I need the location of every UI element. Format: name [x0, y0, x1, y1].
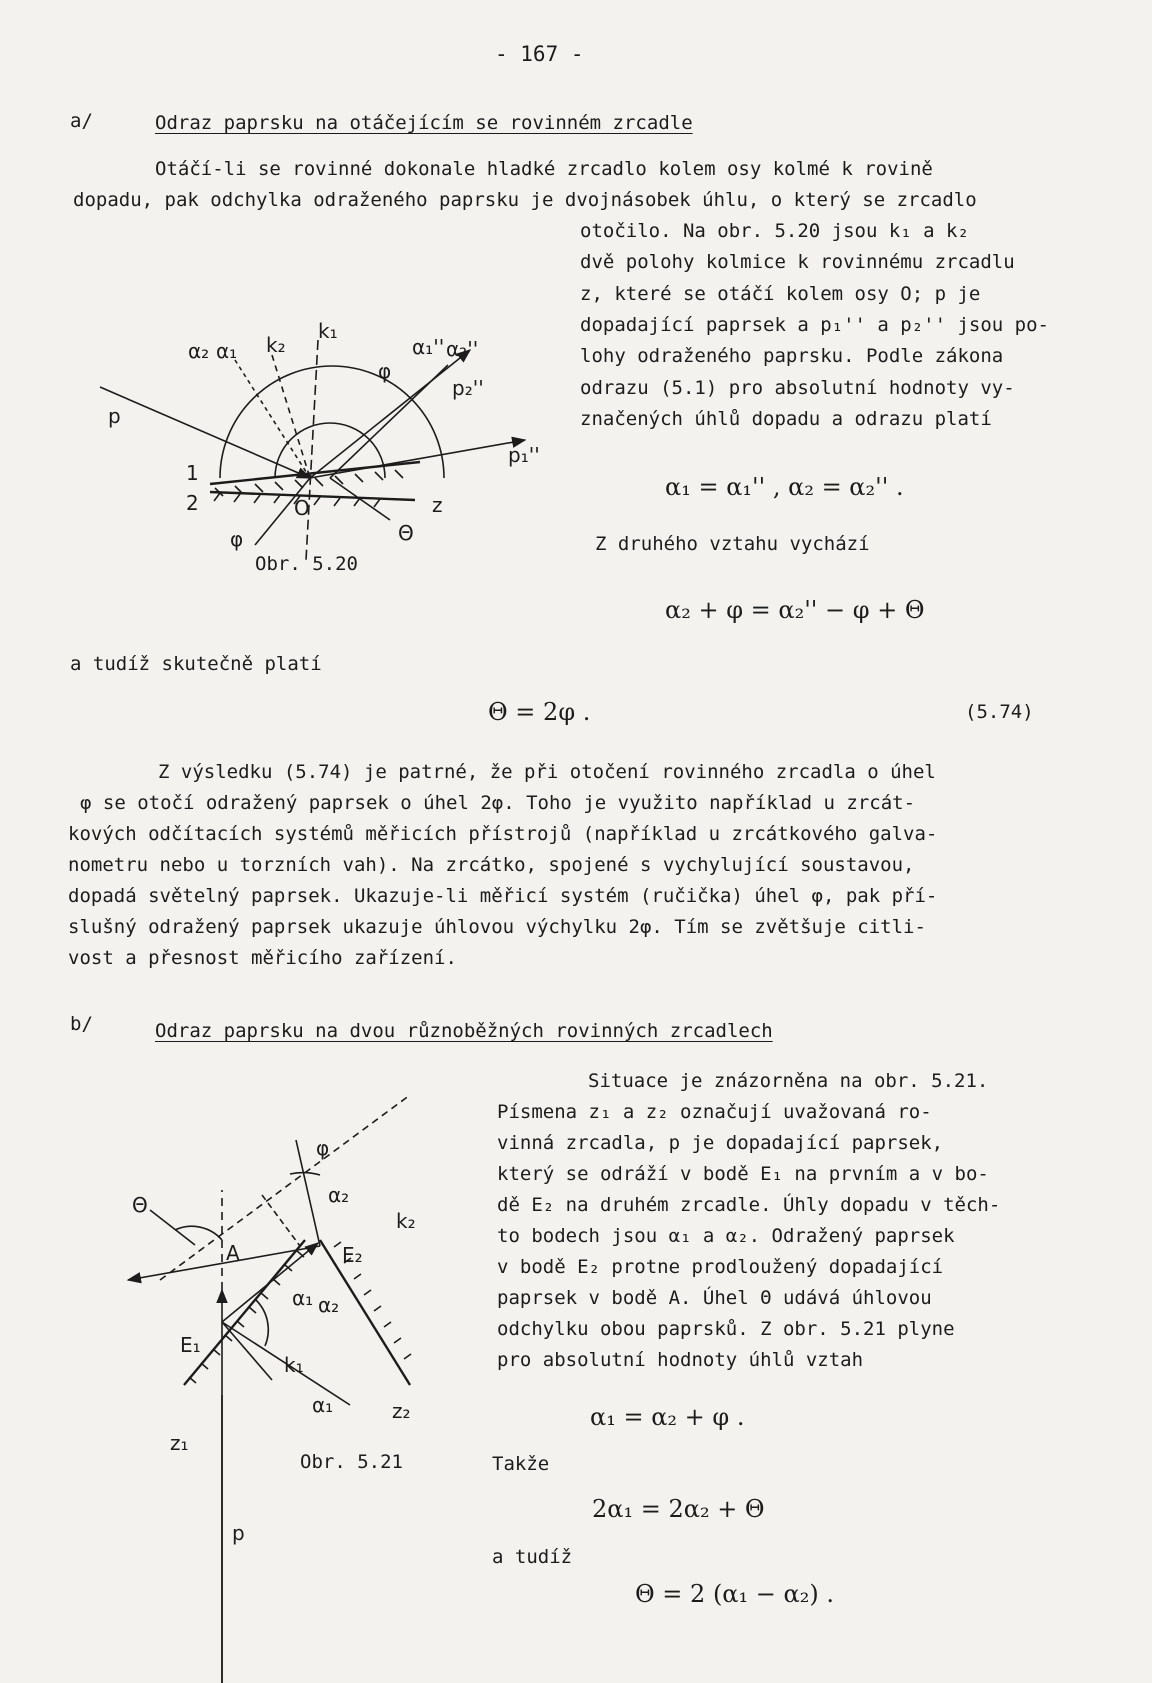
section-b-line-2: Písmena z₁ a z₂ označují uvažovaná ro- — [497, 1101, 932, 1123]
section-b-equation-3: Θ = 2 (α₁ − α₂) . — [635, 1580, 834, 1608]
arc-alpha1-low — [256, 1300, 268, 1346]
arc-theta — [175, 1226, 222, 1240]
fig21-label-E2: E₂ — [342, 1243, 363, 1267]
angle-line-alpha — [235, 360, 310, 478]
section-b-line-3: vinná zrcadla, p je dopadající paprsek, — [497, 1132, 944, 1154]
section-a-para-1: Z výsledku (5.74) je patrné, že při otočení rovinného zrcadla o úhel — [158, 761, 936, 783]
section-b-line-4: který se odráží v bodě E₁ na prvním a v bo- — [497, 1163, 989, 1185]
section-b-hence: a tudíž — [492, 1546, 573, 1568]
fig20-label-k2: k₂ — [266, 333, 286, 357]
section-b-title: Odraz paprsku na dvou různoběžných rovinných zrcadlech — [155, 1020, 773, 1042]
section-a-marker: a/ — [70, 110, 93, 132]
section-a-line-4: dvě polohy kolmice k rovinnému zrcadlu — [580, 251, 1015, 273]
section-a-line-9: značených úhlů dopadu a odrazu platí — [580, 408, 992, 430]
section-b-line-9: odchylku obou paprsků. Z obr. 5.21 plyne — [497, 1318, 955, 1340]
section-a-equation-1: α₁ = α₁'' , α₂ = α₂'' . — [665, 473, 904, 501]
section-a-equation-3-number: (5.74) — [965, 701, 1034, 723]
section-a-line-2: dopadu, pak odchylka odraženého paprsku je dvojnásobek úhlu, o který se zrcadlo — [73, 189, 977, 211]
section-a-para-2: φ se otočí odražený paprsek o úhel 2φ. Toho je využito například u zrcát- — [80, 792, 916, 814]
line-phi-dash — [262, 1195, 300, 1246]
section-b-line-7: v bodě E₂ protne prodloužený dopadající — [497, 1256, 944, 1278]
section-a-line-5: z, které se otáčí kolem osy O; p je — [580, 283, 981, 305]
section-b-line-10: pro absolutní hodnoty úhlů vztah — [497, 1349, 864, 1371]
section-a-title: Odraz paprsku na otáčejícím se rovinném zrcadle — [155, 112, 693, 134]
fig20-label-phi-top: φ — [378, 359, 392, 383]
section-a-para-7: vost a přesnost měřicího zařízení. — [68, 947, 457, 969]
fig21-label-p: p — [232, 1521, 245, 1545]
section-a-line-1: Otáčí-li se rovinné dokonale hladké zrcadlo kolem osy kolmé k rovině — [155, 158, 933, 180]
fig20-label-1: 1 — [186, 461, 199, 485]
section-b-equation-2: 2α₁ = 2α₂ + Θ — [592, 1495, 765, 1523]
fig20-label-alpha1pp: α₁'' — [412, 335, 445, 359]
incident-ray-p — [100, 387, 310, 478]
fig21-label-k1: k₁ — [284, 1353, 304, 1377]
figure-5-21-caption: Obr. 5.21 — [300, 1451, 403, 1473]
fig21-label-alpha1-low: α₁ — [312, 1393, 334, 1417]
normal-k1 — [306, 340, 318, 560]
fig20-label-O: O — [294, 496, 310, 520]
section-b-takze: Takže — [492, 1453, 550, 1475]
fig20-label-alpha2pp: α₂'' — [446, 337, 479, 361]
fig21-label-theta: Θ — [132, 1193, 148, 1217]
fig21-label-z2: z₂ — [392, 1399, 411, 1423]
fig20-label-theta: Θ — [398, 521, 414, 545]
section-b-line-8: paprsek v bodě A. Úhel Θ udává úhlovou — [497, 1287, 932, 1309]
section-a-line-8: odrazu (5.1) pro absolutní hodnoty vy- — [580, 377, 1015, 399]
section-a-para-5: dopadá světelný paprsek. Ukazuje-li měřicí systém (ručička) úhel φ, pak pří- — [68, 885, 938, 907]
line-alpha1-low — [222, 1322, 272, 1380]
section-a-equation-3: Θ = 2φ . — [488, 698, 591, 726]
fig21-label-A: A — [226, 1241, 240, 1265]
theta-pointer — [150, 1210, 195, 1245]
section-a-line-6: dopadající paprsek a p₁'' a p₂'' jsou po- — [580, 314, 1049, 336]
fig20-label-p: p — [108, 404, 121, 428]
fig20-label-z: z — [432, 493, 443, 517]
mirror-line-2 — [210, 492, 415, 500]
fig21-label-alpha2-top: α₂ — [328, 1183, 350, 1207]
fig20-label-p1pp: p₁'' — [508, 443, 540, 467]
section-a-from-second: Z druhého vztahu vychází — [595, 533, 870, 555]
fig20-label-k1: k₁ — [318, 319, 338, 343]
fig20-label-phi: φ — [230, 527, 244, 551]
fig21-label-k2: k₂ — [396, 1209, 416, 1233]
section-b-line-5: dě E₂ na druhém zrcadle. Úhly dopadu v těch- — [497, 1194, 1001, 1216]
section-a-para-6: slušný odražený paprsek ukazuje úhlovou výchylku 2φ. Tím se zvětšuje citli- — [68, 916, 926, 938]
fig21-label-alpha2-mid: α₂ — [318, 1293, 340, 1317]
section-a-line-3: otočilo. Na obr. 5.20 jsou k₁ a k₂ — [580, 220, 969, 242]
section-a-para-4: nometru nebo u torzních vah). Na zrcátko, spojené s vychylující soustavou, — [68, 854, 915, 876]
section-a-equation-2: α₂ + φ = α₂'' − φ + Θ — [665, 596, 925, 624]
page-number: - 167 - — [495, 42, 584, 66]
section-a-hence: a tudíž skutečně platí — [70, 653, 322, 675]
ray-e2-out — [128, 1246, 320, 1280]
section-b-line-6: to bodech jsou α₁ a α₂. Odražený paprsek — [497, 1225, 955, 1247]
section-b-line-1: Situace je znázorněna na obr. 5.21. — [588, 1070, 989, 1092]
fig21-label-z1: z₁ — [170, 1431, 189, 1455]
figure-5-21-labels — [132, 1136, 416, 1545]
fig20-label-alpha2: α₂ — [188, 339, 210, 363]
reflected-ray-p1 — [310, 440, 525, 478]
figure-5-20-caption: Obr. 5.20 — [255, 553, 358, 575]
fig20-label-alpha1: α₁ — [216, 339, 238, 363]
arc-phi — [290, 1173, 320, 1175]
figure-5-20 — [100, 340, 525, 560]
fig21-label-alpha1-mid: α₁ — [292, 1286, 314, 1310]
section-a-para-3: kových odčítacích systémů měřicích přístrojů (například u zrcátkového galva- — [68, 823, 938, 845]
fig21-label-E1: E₁ — [180, 1333, 201, 1357]
section-b-equation-1: α₁ = α₂ + φ . — [590, 1403, 745, 1431]
section-a-line-7: lohy odraženého paprsku. Podle zákona — [580, 345, 1004, 367]
fig20-label-p2pp: p₂'' — [452, 376, 484, 400]
fig20-label-2: 2 — [186, 491, 199, 515]
figure-5-20-labels — [108, 319, 540, 551]
section-b-marker: b/ — [70, 1013, 93, 1035]
figure-5-21 — [128, 1095, 411, 1683]
fig21-label-phi: φ — [316, 1136, 330, 1160]
